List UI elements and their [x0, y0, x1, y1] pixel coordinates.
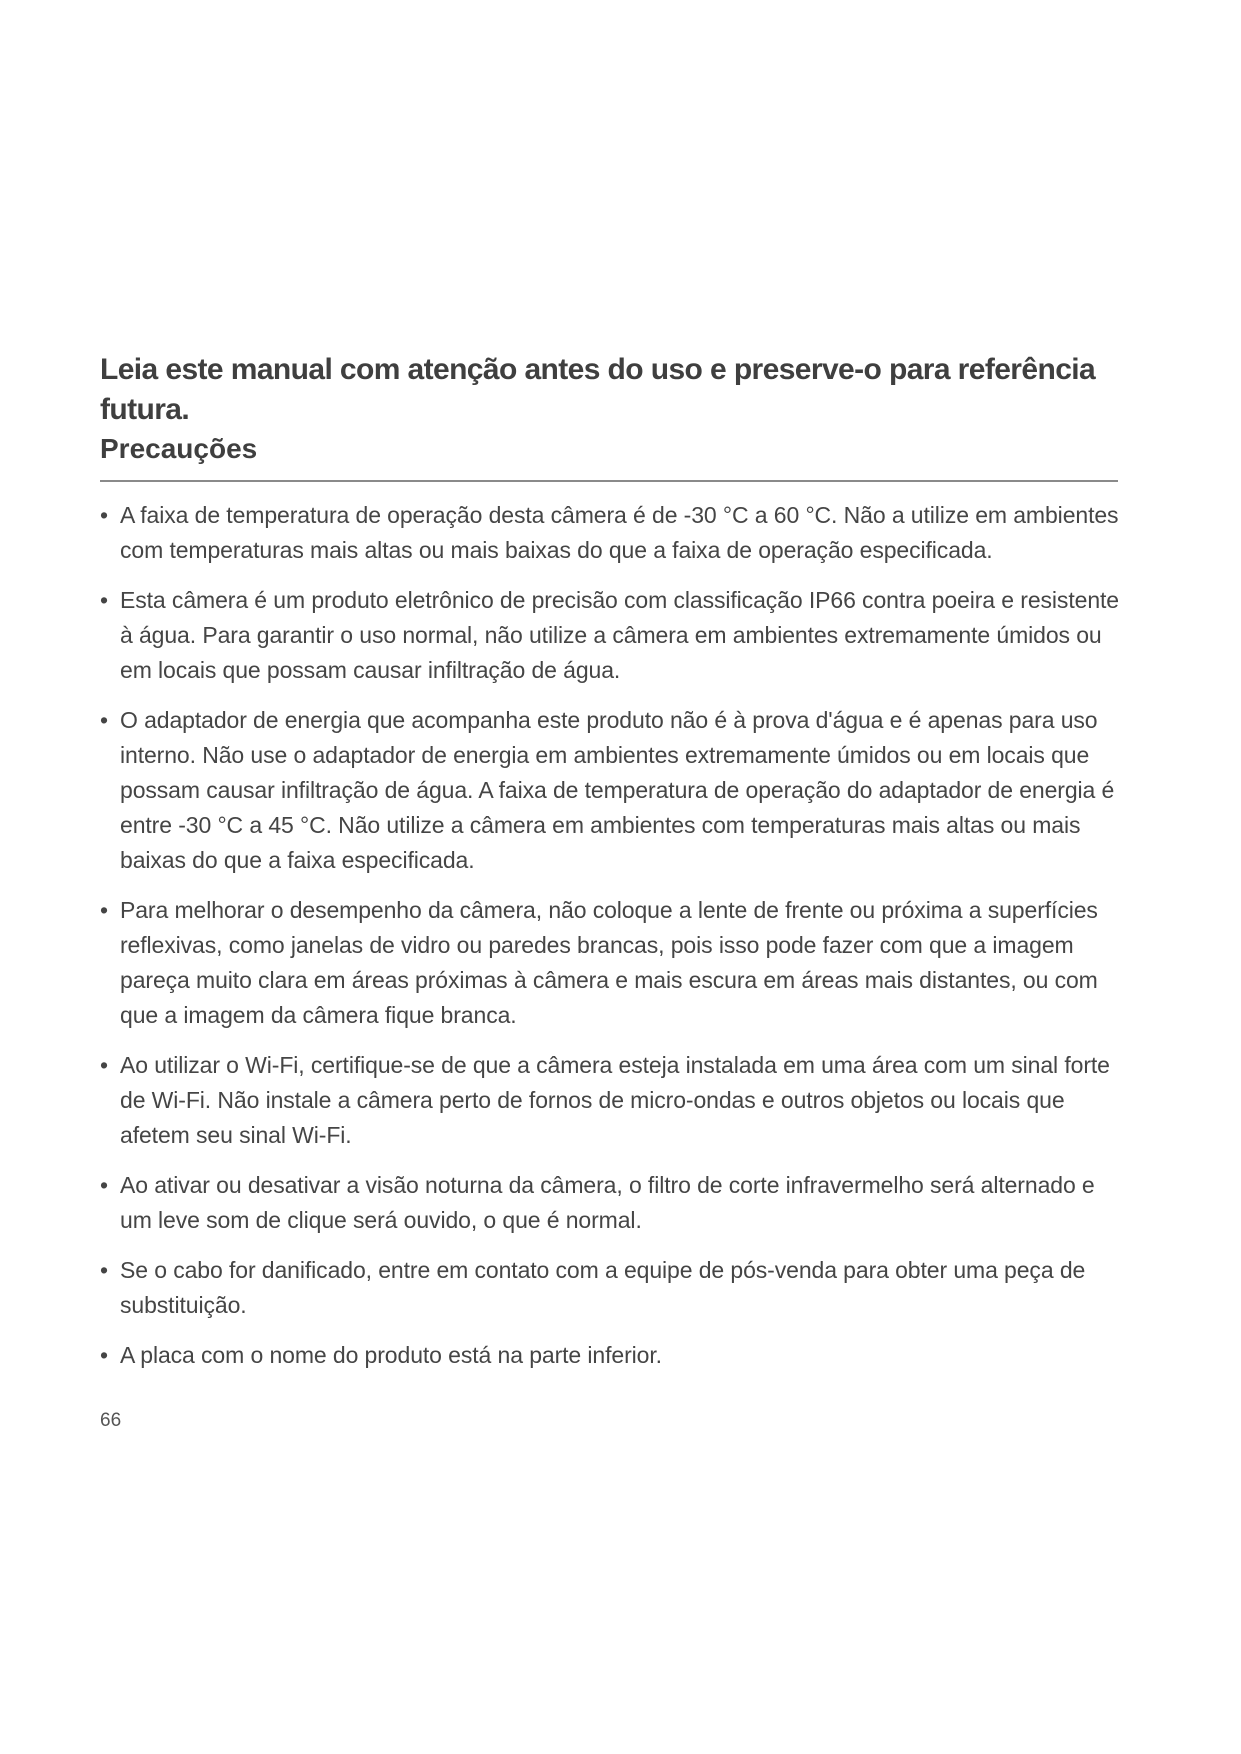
list-item — [100, 893, 1120, 1033]
list-item — [100, 703, 1120, 878]
list-item-text: Esta câmera é um produto eletrônico de precisão com classificação IP66 contra poeira e resistente à água. Para garantir o uso normal, não utilize a câmera em ambientes extremamente úmidos ou em locais que possam causar infiltração de água. — [120, 587, 1119, 683]
list-item — [100, 1253, 1120, 1323]
list-item-text: A faixa de temperatura de operação desta câmera é de -30 °C a 60 °C. Não a utilize em ambientes com temperaturas mais altas ou mais baixas do que a faixa de operação especificada. — [120, 502, 1119, 563]
list-item-text: Ao utilizar o Wi-Fi, certifique-se de que a câmera esteja instalada em uma área com um sinal forte de Wi-Fi. Não instale a câmera perto de fornos de micro-ondas e outros objetos ou locais que afetem seu sinal Wi-Fi. — [120, 1052, 1110, 1148]
bullet-icon: • — [100, 897, 108, 923]
bullet-icon: • — [100, 1257, 108, 1283]
list-item-text: O adaptador de energia que acompanha este produto não é à prova d'água e é apenas para uso interno. Não use o adaptador de energia em ambientes extremamente úmidos ou em locais que possam causar infiltração de água. A faixa de temperatura de operação do adaptador de energia é entre -30 °C a 45 °C. Não utilize a câmera em ambientes com temperaturas mais altas ou mais baixas do que a faixa especificada. — [120, 707, 1115, 873]
list-item — [100, 583, 1120, 688]
manual-heading: Leia este manual com atenção antes do uso e preserve-o para referência futura. — [100, 353, 1096, 426]
list-item — [100, 1168, 1120, 1238]
list-item — [100, 498, 1120, 568]
list-item-text: Para melhorar o desempenho da câmera, não coloque a lente de frente ou próxima a superfícies reflexivas, como janelas de vidro ou paredes brancas, pois isso pode fazer com que a imagem pareça muito clara em áreas próximas à câmera e mais escura em áreas mais distantes, ou com que a imagem da câmera fique branca. — [120, 897, 1098, 1028]
list-item — [100, 1338, 1120, 1373]
list-item — [100, 1048, 1120, 1153]
list-item-text: A placa com o nome do produto está na parte inferior. — [120, 1342, 662, 1368]
bullet-icon: • — [100, 1172, 108, 1198]
list-item-text: Se o cabo for danificado, entre em contato com a equipe de pós-venda para obter uma peça de substituição. — [120, 1257, 1086, 1318]
document-body — [100, 350, 1120, 1388]
section-title: Precauções — [100, 433, 258, 464]
divider — [100, 480, 1118, 482]
bullet-icon: • — [100, 502, 108, 528]
list-item-text: Ao ativar ou desativar a visão noturna da câmera, o filtro de corte infravermelho será alternado e um leve som de clique será ouvido, o que é normal. — [120, 1172, 1095, 1233]
bullet-icon: • — [100, 1342, 108, 1368]
bullet-icon: • — [100, 1052, 108, 1078]
precautions-list — [100, 498, 1120, 1373]
page-number: 66 — [100, 1410, 122, 1431]
bullet-icon: • — [100, 587, 108, 613]
bullet-icon: • — [100, 707, 108, 733]
